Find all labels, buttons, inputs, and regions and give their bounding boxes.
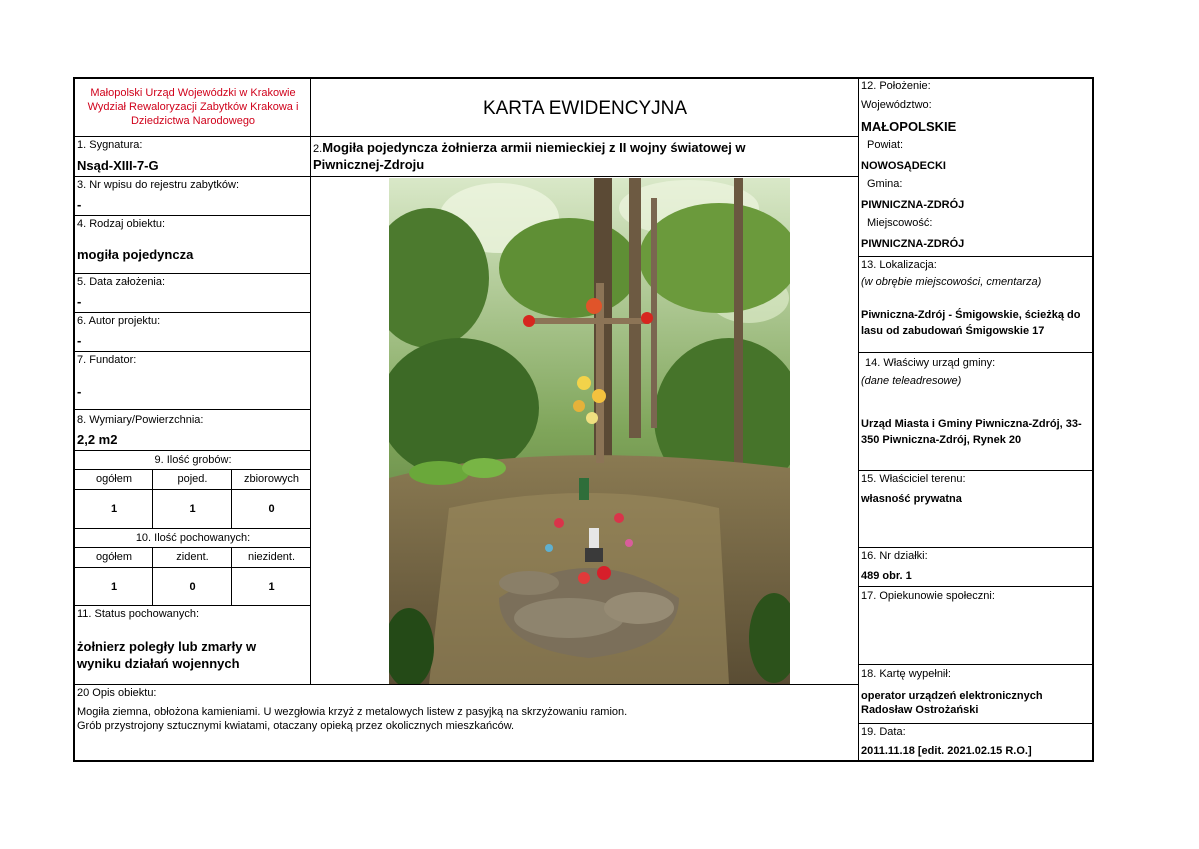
buried-header-identified xyxy=(153,548,232,568)
localization-label: 13. Lokalizacja: xyxy=(861,259,937,271)
date-label: 19. Data: xyxy=(861,726,906,738)
description-cell xyxy=(75,685,858,762)
status-line-2: wyniku działań wojennych xyxy=(77,656,240,671)
localization-cell xyxy=(859,257,1094,353)
author-value: - xyxy=(77,333,82,348)
buried-value-total xyxy=(75,568,153,606)
filled-by-line-2: Radosław Ostrożański xyxy=(861,704,979,716)
localization-hint: (w obrębie miejscowości, cmentarza) xyxy=(861,276,1042,288)
buried-value-identified xyxy=(153,568,232,606)
local-office-cell xyxy=(859,353,1094,471)
buried-header-unidentified-text: niezident. xyxy=(247,551,296,563)
graves-value-total xyxy=(75,490,153,529)
object-type-label: 4. Rodzaj obiektu: xyxy=(77,218,166,230)
guardians-cell xyxy=(859,587,1094,665)
founder-label: 7. Fundator: xyxy=(77,354,137,366)
date-cell xyxy=(858,724,1094,762)
commune-value: PIWNICZNA-ZDRÓJ xyxy=(861,199,965,211)
buried-header-total xyxy=(75,548,153,568)
card-title: KARTA EWIDENCYJNA xyxy=(482,98,688,119)
buried-header-identified-text: zident. xyxy=(176,551,209,563)
author-cell xyxy=(75,313,311,352)
graves-header-collective xyxy=(232,470,311,490)
local-office-hint: (dane teleadresowe) xyxy=(861,375,962,387)
grave-photo xyxy=(389,178,790,684)
filled-by-line-1: operator urządzeń elektronicznych xyxy=(861,690,1043,702)
dimensions-cell xyxy=(75,410,311,451)
localization-line-1: Piwniczna-Zdrój - Śmigowskie, ścieżką do xyxy=(861,309,1081,321)
local-office-label: 14. Właściwy urząd gminy: xyxy=(865,357,996,369)
locality-label: Miejscowość: xyxy=(867,217,933,229)
buried-header-unidentified xyxy=(232,548,311,568)
office-line-3: Dziedzictwa Narodowego xyxy=(130,115,256,127)
signature-value: Nsąd-XIII-7-G xyxy=(77,158,159,173)
description-line-1: Mogiła ziemna, obłożona kamieniami. U wezgłowia krzyż z metalowych listew z pasyjką na skrzyżowaniu ramion. xyxy=(77,706,628,718)
filled-by-label: 18. Kartę wypełnił: xyxy=(861,668,951,680)
location-cell xyxy=(859,79,1094,257)
author-label: 6. Autor projektu: xyxy=(77,315,161,327)
object-name-text-1: Mogiła pojedyncza żołnierza armii niemieckiej z II wojny światowej w xyxy=(322,140,746,155)
buried-value-identified-text: 0 xyxy=(189,581,196,593)
buried-header-total-text: ogółem xyxy=(95,551,133,563)
description-line-2: Grób przystrojony sztucznymi kwiatami, otaczany opieką przez okolicznych mieszkańców. xyxy=(77,720,515,732)
plot-cell xyxy=(859,548,1094,587)
graves-value-collective-text: 0 xyxy=(268,503,275,515)
locality-value: PIWNICZNA-ZDRÓJ xyxy=(861,238,965,250)
localization-line-2: lasu od zabudowań Śmigowskie 17 xyxy=(861,325,1045,337)
buried-value-unidentified xyxy=(232,568,311,606)
buried-title-cell xyxy=(75,529,311,548)
county-value: NOWOSĄDECKI xyxy=(861,160,946,172)
graves-header-total-text: ogółem xyxy=(95,473,133,485)
graves-header-single-text: pojed. xyxy=(177,473,208,485)
dimensions-value: 2,2 m2 xyxy=(77,432,118,447)
owner-label: 15. Właściciel terenu: xyxy=(861,473,966,485)
office-header xyxy=(75,79,311,137)
registry-cell xyxy=(75,177,311,216)
graves-header-collective-text: zbiorowych xyxy=(243,473,300,485)
buried-value-unidentified-text: 1 xyxy=(268,581,275,593)
dimensions-label: 8. Wymiary/Powierzchnia: xyxy=(77,414,204,426)
status-label: 11. Status pochowanych: xyxy=(77,608,200,620)
buried-value-total-text: 1 xyxy=(110,581,118,593)
plot-value: 489 obr. 1 xyxy=(861,570,912,582)
graves-value-single-text: 1 xyxy=(189,503,196,515)
graves-title: 9. Ilość grobów: xyxy=(154,454,232,466)
founder-cell xyxy=(75,352,311,410)
location-label: 12. Położenie: xyxy=(861,80,931,92)
signature-cell xyxy=(75,137,311,177)
owner-value: własność prywatna xyxy=(861,493,962,505)
signature-label: 1. Sygnatura: xyxy=(77,139,143,151)
object-type-cell xyxy=(75,216,311,274)
object-type-value: mogiła pojedyncza xyxy=(77,247,194,262)
local-office-line-2: 350 Piwniczna-Zdrój, Rynek 20 xyxy=(861,434,1022,446)
county-label: Powiat: xyxy=(867,139,904,151)
founded-label: 5. Data założenia: xyxy=(77,276,166,288)
founder-value: - xyxy=(77,384,82,399)
graves-value-total-text: 1 xyxy=(110,503,118,515)
object-name-cell xyxy=(311,137,859,177)
founded-cell xyxy=(75,274,311,313)
founded-value: - xyxy=(77,294,82,309)
object-name-line-2: Piwnicznej-Zdroju xyxy=(313,157,425,172)
filled-by-cell xyxy=(858,665,1094,724)
graves-value-single xyxy=(153,490,232,529)
voivodeship-value: MAŁOPOLSKIE xyxy=(861,119,957,134)
photo-cell xyxy=(311,177,859,685)
registry-label: 3. Nr wpisu do rejestru zabytków: xyxy=(77,179,240,191)
office-line-1: Małopolski Urząd Wojewódzki w Krakowie xyxy=(90,87,296,99)
status-line-1: żołnierz poległy lub zmarły w xyxy=(77,639,257,654)
plot-label: 16. Nr działki: xyxy=(861,550,928,562)
description-label: 20 Opis obiektu: xyxy=(77,687,157,699)
date-value: 2011.11.18 [edit. 2021.02.15 R.O.] xyxy=(861,745,1032,757)
record-card xyxy=(73,77,1094,762)
status-cell xyxy=(75,606,311,685)
title-cell xyxy=(311,79,859,137)
guardians-label: 17. Opiekunowie społeczni: xyxy=(861,590,995,602)
office-line-2: Wydział Rewaloryzacji Zabytków Krakowa i xyxy=(87,101,299,113)
graves-title-cell xyxy=(75,451,311,470)
graves-header-single xyxy=(153,470,232,490)
graves-value-collective xyxy=(232,490,311,529)
commune-label: Gmina: xyxy=(867,178,903,190)
owner-cell xyxy=(859,471,1094,548)
voivodeship-label: Województwo: xyxy=(861,99,932,111)
registry-value: - xyxy=(77,197,82,212)
local-office-line-1: Urząd Miasta i Gminy Piwniczna-Zdrój, 33- xyxy=(861,418,1082,430)
graves-header-total xyxy=(75,470,153,490)
object-name-prefix: 2. xyxy=(313,143,323,155)
buried-title: 10. Ilość pochowanych: xyxy=(135,532,251,544)
